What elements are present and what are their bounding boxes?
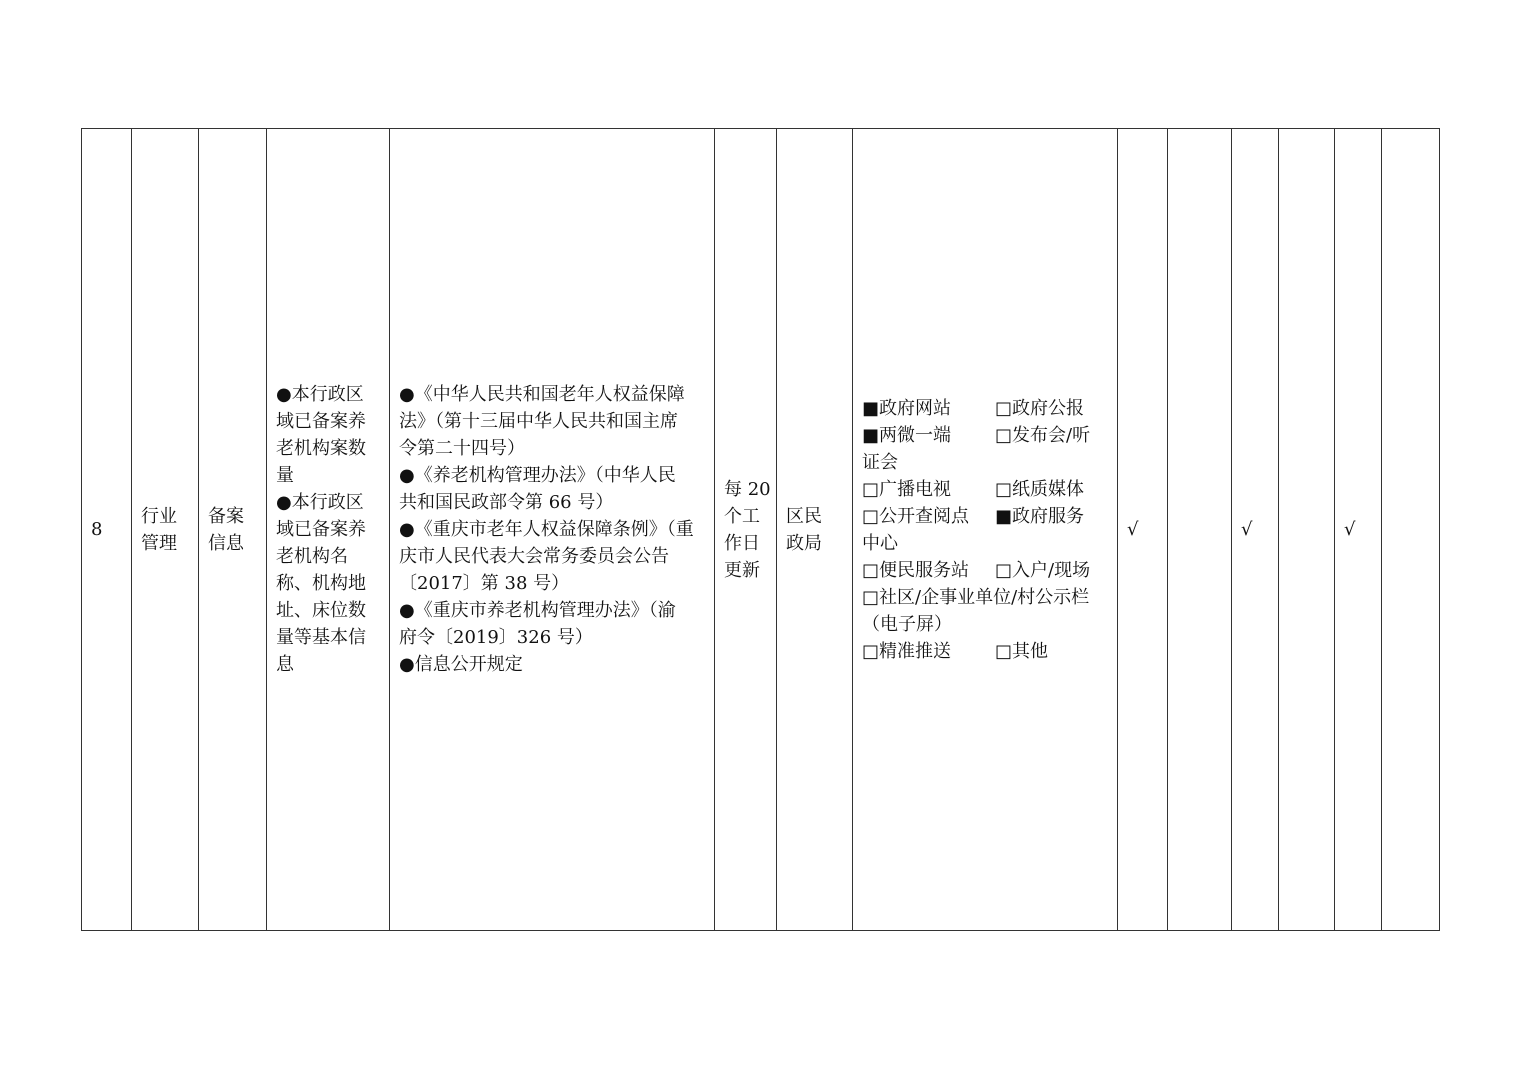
channel-row: [862, 449, 1108, 476]
timeframe-line: 个工: [724, 505, 760, 527]
category-cell: [132, 129, 199, 931]
timeframe-line: 更新: [724, 559, 760, 581]
channel-option: □发布会/听: [995, 424, 1091, 446]
content-line: 息: [276, 654, 294, 675]
mark-cell: [1335, 129, 1382, 931]
check-mark: √: [1344, 519, 1356, 540]
check-mark: √: [1241, 519, 1253, 540]
disclosure-table: [81, 128, 1440, 931]
channel-row: [862, 422, 1108, 449]
channel-row: [862, 476, 1108, 503]
category-line: 行业: [141, 505, 177, 527]
channel-row: [862, 557, 1108, 584]
channel-row: [862, 584, 1108, 611]
subject-cell: [777, 129, 853, 931]
basis-line: 〔2017〕第 38 号）: [399, 573, 570, 594]
channel-row: [862, 638, 1108, 665]
basis-line: ●《中华人民共和国老年人权益保障: [399, 384, 685, 405]
basis-line: 府令〔2019〕326 号）: [399, 627, 593, 648]
subject-line: 区民: [786, 505, 822, 527]
basis-line: 庆市人民代表大会常务委员会公告: [399, 546, 669, 567]
channel-option: □精准推送: [862, 640, 952, 662]
content-line: 称、机构地: [276, 573, 366, 594]
channel-option: □便民服务站: [862, 559, 970, 581]
channel-option: ■两微一端: [862, 424, 952, 446]
channel-option: □公开查阅点: [862, 505, 970, 527]
channel-option: □广播电视: [862, 478, 952, 500]
mark-cell: [1118, 129, 1168, 931]
channel-option: □政府公报: [995, 397, 1085, 419]
basis-line: 法》（第十三届中华人民共和国主席: [399, 411, 678, 432]
mark-cell: [1168, 129, 1232, 931]
channel-option: ■政府服务: [995, 505, 1085, 527]
channel-option: □社区/企事业单位/村公示栏: [862, 586, 1090, 608]
item-cell: [199, 129, 267, 931]
content-line: 域已备案养: [276, 519, 366, 540]
row-number: 8: [91, 519, 103, 540]
channels-cell: [853, 129, 1118, 931]
subject-line: 政局: [786, 532, 822, 554]
channel-option: □入户/现场: [995, 559, 1091, 581]
channel-row: [862, 611, 1108, 638]
content-line: 老机构名: [276, 546, 348, 567]
channel-row: [862, 530, 1108, 557]
category-line: 管理: [141, 532, 177, 554]
channel-option: □纸质媒体: [995, 478, 1085, 500]
channel-option: 证会: [862, 451, 898, 473]
check-mark: √: [1127, 519, 1139, 540]
channel-option: ■政府网站: [862, 397, 952, 419]
channel-option: 中心: [862, 532, 898, 554]
content-line: ●本行政区: [276, 492, 364, 513]
channel-row: [862, 395, 1108, 422]
mark-cell: [1232, 129, 1279, 931]
basis-line: 共和国民政部令第 66 号）: [399, 492, 614, 513]
table-row: [82, 129, 1440, 931]
item-line: 备案: [208, 505, 244, 527]
content-cell: [267, 129, 390, 931]
basis-line: ●《重庆市老年人权益保障条例》（重: [399, 519, 694, 540]
basis-line: 令第二十四号）: [399, 438, 525, 459]
content-line: 量: [276, 465, 294, 486]
item-line: 信息: [208, 532, 244, 554]
channel-option: （电子屏）: [862, 613, 952, 635]
timeframe-line: 每 20: [724, 478, 771, 500]
timeframe-cell: [715, 129, 777, 931]
channel-row: [862, 503, 1108, 530]
channel-option: □其他: [995, 640, 1049, 662]
basis-cell: [390, 129, 715, 931]
content-line: 老机构案数: [276, 438, 366, 459]
row-number-cell: [82, 129, 132, 931]
basis-line: ●信息公开规定: [399, 654, 523, 675]
content-line: 域已备案养: [276, 411, 366, 432]
basis-line: ●《重庆市养老机构管理办法》（渝: [399, 600, 676, 621]
content-line: ●本行政区: [276, 384, 364, 405]
basis-line: ●《养老机构管理办法》（中华人民: [399, 465, 676, 486]
mark-cell: [1279, 129, 1335, 931]
mark-cell: [1382, 129, 1440, 931]
content-line: 址、床位数: [276, 600, 366, 621]
content-line: 量等基本信: [276, 627, 366, 648]
timeframe-line: 作日: [724, 532, 760, 554]
